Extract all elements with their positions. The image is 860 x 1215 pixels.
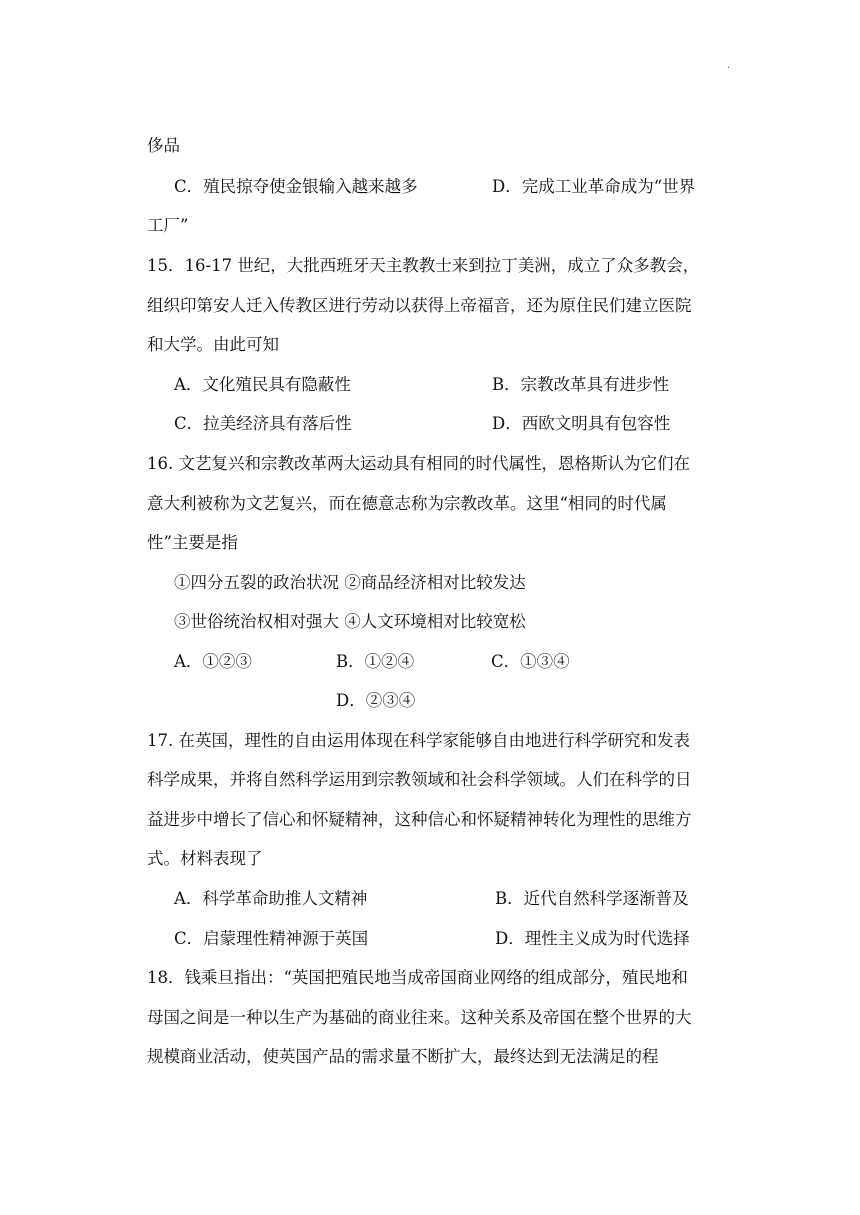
q16-option-a: A．①②③ — [174, 652, 252, 671]
q17-stem-line: 式。材料表现了 — [147, 849, 263, 868]
q17-option-b: B．近代自然科学逐渐普及 — [495, 889, 689, 908]
q17-stem-line: 科学成果，并将自然科学运用到宗教领域和社会科学领域。人们在科学的日 — [147, 770, 692, 789]
q17-option-c: C．启蒙理性精神源于英国 — [174, 929, 369, 948]
q16-stem-line: 性”主要是指 — [147, 533, 238, 552]
q16-option-b: B．①②④ — [336, 652, 415, 671]
page-mark: · — [727, 63, 731, 74]
q14-option-d-continuation: 工厂” — [147, 216, 189, 235]
q15-stem-line: 15．16-17 世纪，大批西班牙天主教教士来到拉丁美洲，成立了众多教会， — [147, 256, 700, 275]
q18-stem-line: 母国之间是一种以生产为基础的商业往来。这种关系及帝国在整个世界的大 — [147, 1008, 692, 1027]
q16-items-line: ①四分五裂的政治状况 ②商品经济相对比较发达 — [174, 573, 526, 592]
q18-stem-line: 规模商业活动，使英国产品的需求量不断扩大，最终达到无法满足的程 — [147, 1047, 659, 1066]
q14-continuation: 侈品 — [147, 136, 180, 155]
q15-option-b: B．宗教改革具有进步性 — [492, 375, 670, 394]
q17-option-a: A．科学革命助推人文精神 — [174, 889, 368, 908]
q14-option-d: D．完成工业革命成为“世界 — [492, 177, 696, 196]
q15-option-d: D．西欧文明具有包容性 — [492, 414, 671, 433]
q17-option-d: D．理性主义成为时代选择 — [495, 929, 690, 948]
q18-stem-line: 18．钱乘旦指出：“英国把殖民地当成帝国商业网络的组成部分，殖民地和 — [147, 968, 688, 987]
q16-stem-line: 16. 文艺复兴和宗教改革两大运动具有相同的时代属性，恩格斯认为它们在 — [147, 454, 690, 473]
q16-option-c: C．①③④ — [491, 652, 570, 671]
q17-stem-line: 17. 在英国，理性的自由运用体现在科学家能够自由地进行科学研究和发表 — [147, 731, 690, 750]
q16-stem-line: 意大利被称为文艺复兴，而在德意志称为宗教改革。这里“相同的时代属 — [147, 494, 667, 513]
q16-option-d: D．②③④ — [336, 691, 416, 710]
q15-stem-line: 组织印第安人迁入传教区进行劳动以获得上帝福音，还为原住民们建立医院 — [147, 296, 692, 315]
q15-stem-line: 和大学。由此可知 — [147, 335, 279, 354]
q15-option-c: C．拉美经济具有落后性 — [174, 414, 352, 433]
q17-stem-line: 益进步中增长了信心和怀疑精神，这种信心和怀疑精神转化为理性的思维方 — [147, 810, 692, 829]
q16-items-line: ③世俗统治权相对强大 ④人文环境相对比较宽松 — [174, 612, 526, 631]
q15-option-a: A．文化殖民具有隐蔽性 — [174, 375, 351, 394]
q14-option-c: C．殖民掠夺使金银输入越来越多 — [174, 177, 418, 196]
